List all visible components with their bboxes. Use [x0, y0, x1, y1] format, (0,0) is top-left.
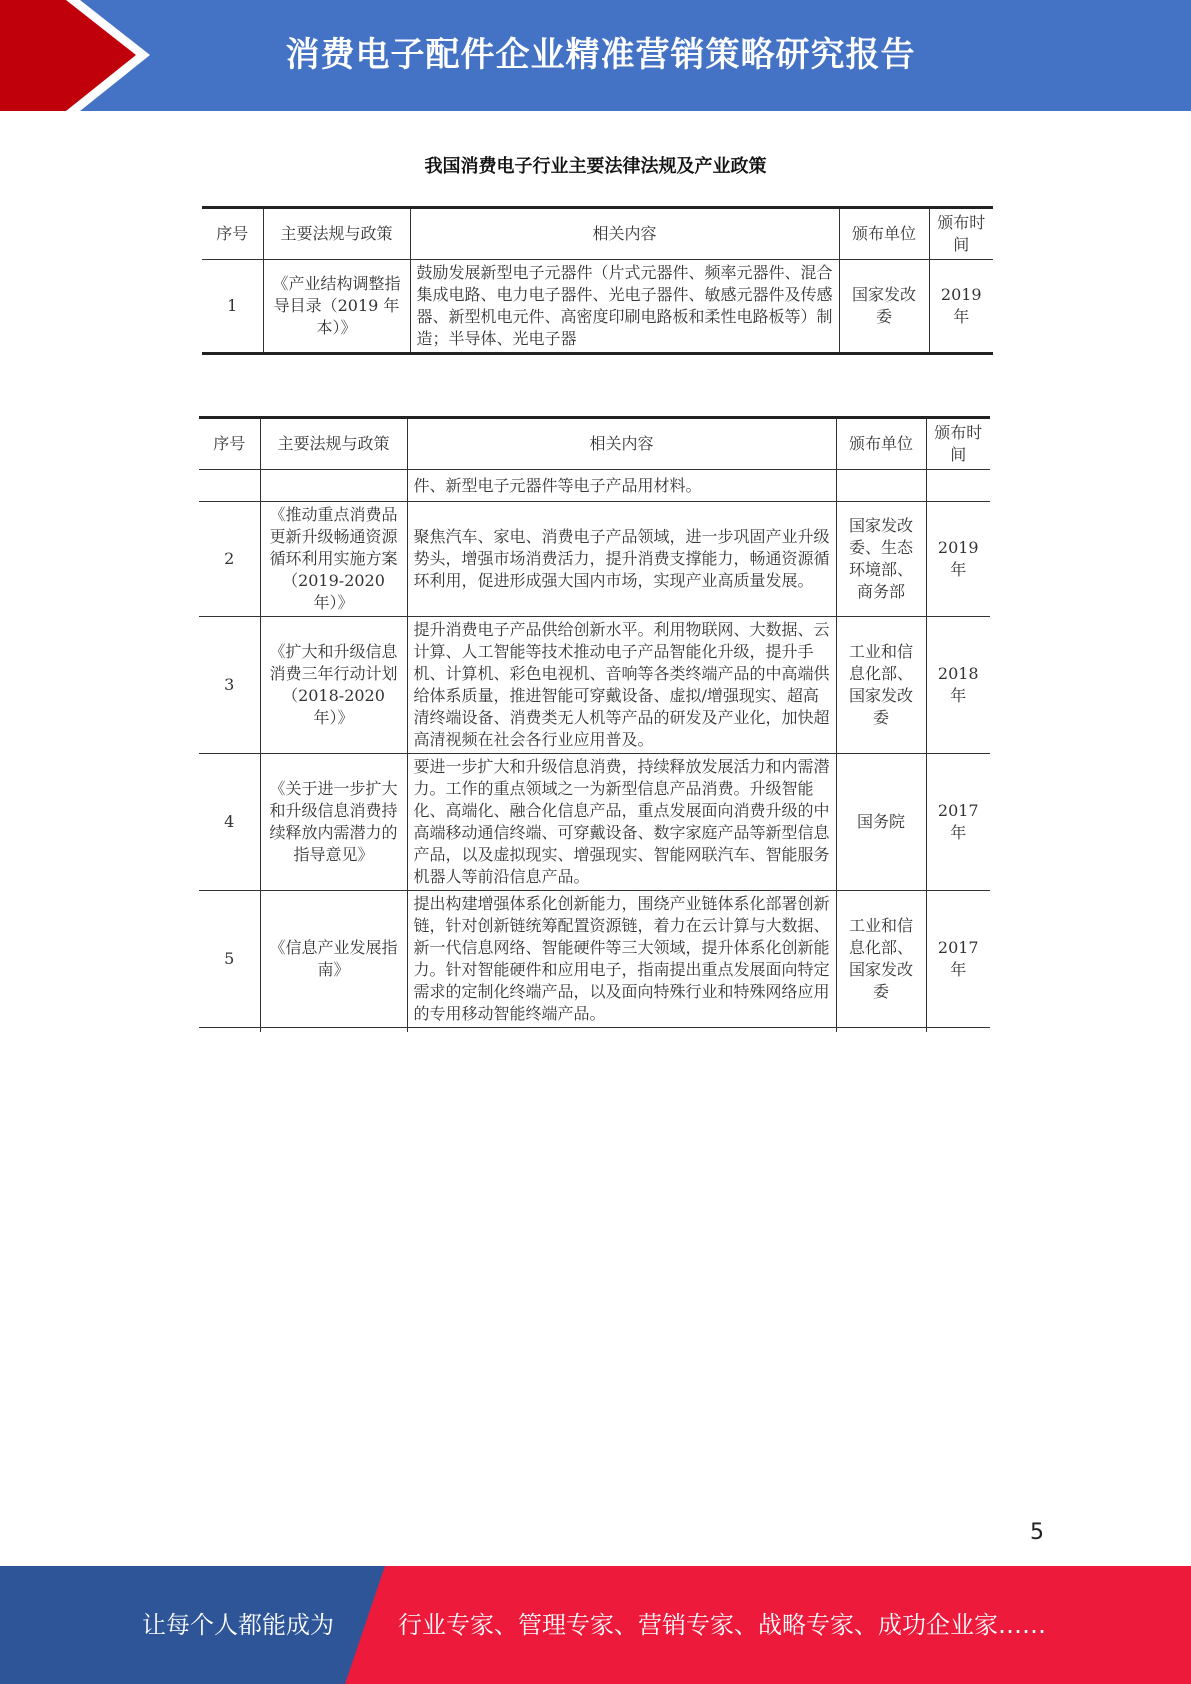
header-policy-name: 主要法规与政策: [263, 208, 410, 260]
row-policy-name: 《信息产业发展指南》: [260, 891, 407, 1028]
row-content: 提升消费电子产品供给创新水平。利用物联网、大数据、云计算、人工智能等技术推动电子产品智能化升级，提升手机、计算机、彩色电视机、音响等各类终端产品的中高端供给体系质量，推进智能可穿戴设备、虚拟/增强现实、超高清终端设备、消费类无人机等产品的研发及产业化，加快超高清视频在社会各行业应用普及。: [407, 617, 836, 754]
row-issuer: 国家发改委、生态环境部、商务部: [836, 502, 926, 617]
report-footer: [0, 1566, 1191, 1684]
row-no: 1: [202, 260, 263, 354]
row-no: 2: [199, 502, 260, 617]
row-policy-name: [260, 470, 407, 502]
row-no: 5: [199, 891, 260, 1028]
table-header-row: [202, 208, 993, 260]
footer-slogan-right: 行业专家、管理专家、营销专家、战略专家、成功企业家……: [398, 1611, 1046, 1639]
header-issuer: 颁布单位: [836, 418, 926, 470]
table-row: [199, 617, 990, 754]
continuation-cell: [407, 1028, 836, 1033]
row-content: 提出构建增强体系化创新能力，围绕产业链体系化部署创新链，针对创新链统筹配置资源链，着力在云计算与大数据、新一代信息网络、智能硬件等三大领域，提升体系化创新能力。针对智能硬件和应用电子，指南提出重点发展面向特定需求的定制化终端产品，以及面向特殊行业和特殊网络应用的专用移动智能终端产品。: [407, 891, 836, 1028]
policy-table-part-1: [202, 206, 993, 355]
page-number: 5: [1030, 1520, 1044, 1545]
header-content: 相关内容: [407, 418, 836, 470]
continuation-cell: [836, 1028, 926, 1033]
report-title: 消费电子配件企业精准营销策略研究报告: [285, 35, 916, 75]
row-issuer: 工业和信息化部、国家发改委: [836, 617, 926, 754]
continuation-cell: [260, 1028, 407, 1033]
continuation-cell: [199, 1028, 260, 1033]
row-year: 2019年: [929, 260, 993, 354]
continuation-cell: [926, 1028, 990, 1033]
footer-slogan-left: 让每个人都能成为: [142, 1611, 334, 1639]
table-row: [199, 470, 990, 502]
table-continuation: [199, 1028, 990, 1033]
row-policy-name: 《关于进一步扩大和升级信息消费持续释放内需潜力的指导意见》: [260, 754, 407, 891]
row-no: 4: [199, 754, 260, 891]
table-row: [199, 891, 990, 1028]
row-content: 件、新型电子元器件等电子产品用材料。: [407, 470, 836, 502]
row-year: 2019年: [926, 502, 990, 617]
table-row: [199, 502, 990, 617]
row-no: [199, 470, 260, 502]
row-issuer: 国务院: [836, 754, 926, 891]
row-issuer: 国家发改委: [839, 260, 929, 354]
row-year: 2018年: [926, 617, 990, 754]
row-content: 聚焦汽车、家电、消费电子产品领域，进一步巩固产业升级势头，增强市场消费活力，提升消费支撑能力，畅通资源循环利用，促进形成强大国内市场，实现产业高质量发展。: [407, 502, 836, 617]
row-policy-name: 《扩大和升级信息消费三年行动计划（2018-2020年）》: [260, 617, 407, 754]
row-content: 鼓励发展新型电子元器件（片式元器件、频率元器件、混合集成电路、电力电子器件、光电子器件、敏感元器件及传感器、新型机电元件、高密度印刷电路板和柔性电路板等）制造；半导体、光电子器: [410, 260, 839, 354]
header-policy-name: 主要法规与政策: [260, 418, 407, 470]
header-content: 相关内容: [410, 208, 839, 260]
row-issuer: [836, 470, 926, 502]
header-issuer: 颁布单位: [839, 208, 929, 260]
header-year: 颁布时间: [929, 208, 993, 260]
row-year: [926, 470, 990, 502]
table-header-row: [199, 418, 990, 470]
header-no: 序号: [202, 208, 263, 260]
table-row: [202, 260, 993, 354]
row-policy-name: 《产业结构调整指导目录（2019 年本）》: [263, 260, 410, 354]
row-no: 3: [199, 617, 260, 754]
table-caption: 我国消费电子行业主要法律法规及产业政策: [424, 156, 767, 177]
row-policy-name: 《推动重点消费品更新升级畅通资源循环利用实施方案（2019-2020年）》: [260, 502, 407, 617]
header-year: 颁布时间: [926, 418, 990, 470]
table-row: [199, 754, 990, 891]
header-no: 序号: [199, 418, 260, 470]
row-issuer: 工业和信息化部、国家发改委: [836, 891, 926, 1028]
policy-table-part-2: [199, 416, 990, 1032]
report-header: [0, 0, 1191, 111]
row-content: 要进一步扩大和升级信息消费，持续释放发展活力和内需潜力。工作的重点领域之一为新型信息产品消费。升级智能化、高端化、融合化信息产品，重点发展面向消费升级的中高端移动通信终端、可穿戴设备、数字家庭产品等新型信息产品，以及虚拟现实、增强现实、智能网联汽车、智能服务机器人等前沿信息产品。: [407, 754, 836, 891]
row-year: 2017年: [926, 891, 990, 1028]
row-year: 2017年: [926, 754, 990, 891]
